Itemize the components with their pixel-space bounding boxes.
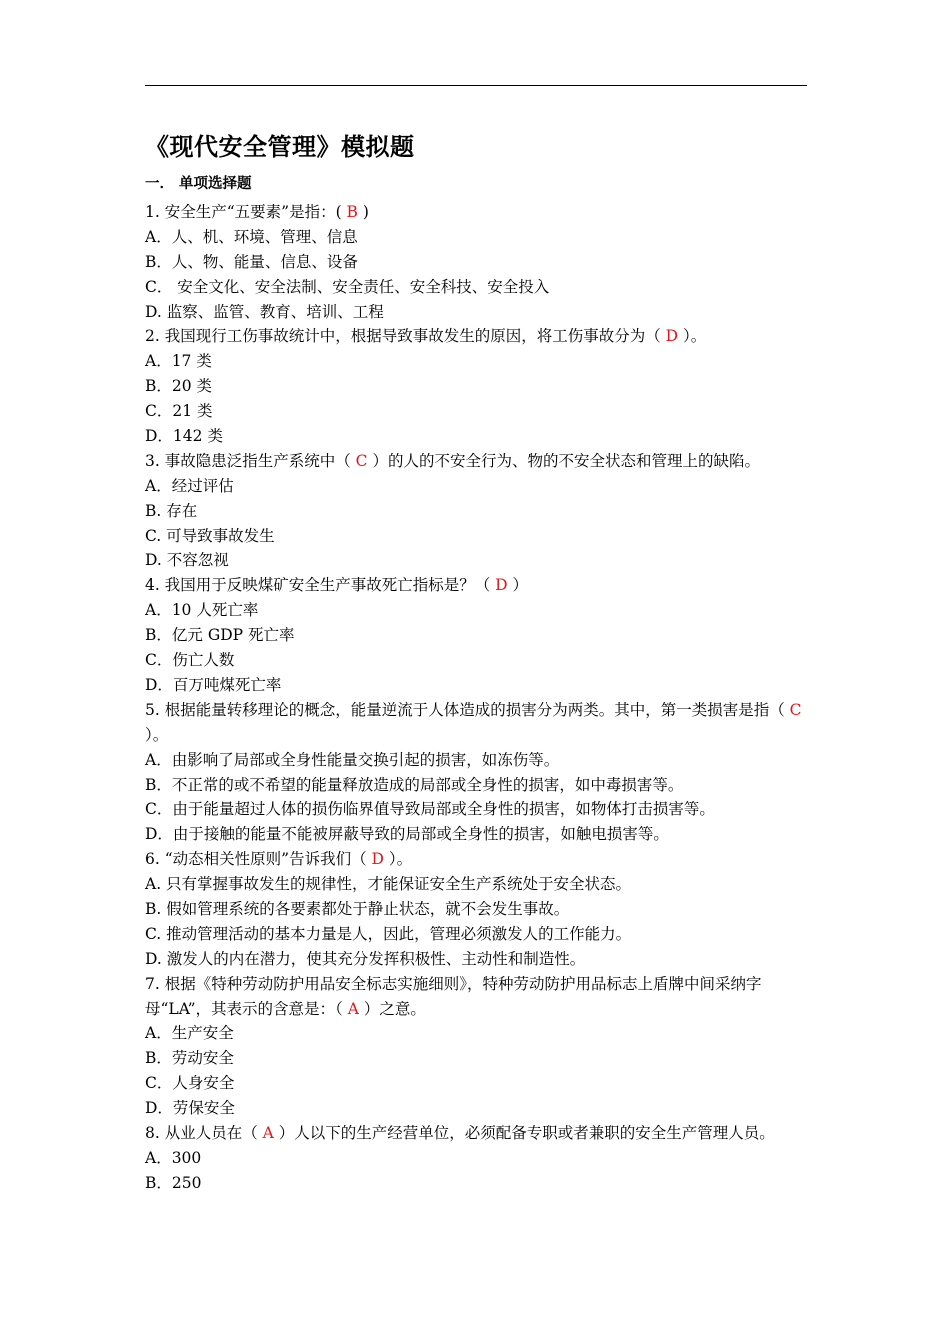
option-a: A．300	[145, 1148, 202, 1167]
option-b: B．亿元 GDP 死亡率	[145, 626, 295, 645]
question-stem	[145, 698, 813, 748]
question-6	[145, 847, 813, 971]
stem-text: ）。	[145, 725, 169, 744]
question-stem	[145, 573, 813, 598]
option-b: B．250	[145, 1173, 202, 1192]
option-d: D．142 类	[145, 427, 223, 446]
option-b: B．不正常的或不希望的能量释放造成的局部或全身性的损害，如中毒损害等。	[145, 775, 684, 794]
stem-text: 3. 事故隐患泛指生产系统中（	[145, 451, 356, 470]
stem-text: 6. “动态相关性原则”告诉我们（	[145, 850, 372, 869]
option-c: C．21 类	[145, 402, 213, 421]
option-a: A．由影响了局部或全身性能量交换引起的损害，如冻伤等。	[145, 750, 560, 769]
stem-text: ）	[507, 576, 529, 595]
stem-text: 7. 根据《特种劳动防护用品安全标志实施细则》，特种劳动防护用品标志上盾牌中间采纳字母“LA”，其表示的含意是：（	[145, 974, 762, 1018]
stem-text: )	[357, 203, 369, 221]
question-7	[145, 972, 813, 1121]
option-c: C．伤亡人数	[145, 651, 235, 670]
option-d: D．劳保安全	[145, 1099, 235, 1118]
option-d: D．百万吨煤死亡率	[145, 675, 282, 694]
option-c: C． 安全文化、安全法制、安全责任、安全科技、安全投入	[145, 277, 550, 296]
stem-text: 2. 我国现行工伤事故统计中，根据导致事故发生的原因，将工伤事故分为（	[145, 327, 666, 346]
stem-text: 1. 安全生产“五要素”是指：(	[145, 203, 347, 221]
question-3	[145, 449, 813, 573]
option-b: B．20 类	[145, 377, 213, 396]
answer-mark: C	[789, 700, 802, 719]
question-8	[145, 1121, 813, 1196]
answer-mark: A	[262, 1124, 274, 1143]
question-stem	[145, 972, 813, 1022]
option-d: D. 监察、监管、教育、培训、工程	[145, 302, 384, 321]
question-1	[145, 200, 813, 324]
question-5	[145, 698, 813, 847]
option-b: B．劳动安全	[145, 1049, 234, 1068]
option-a: A．10 人死亡率	[145, 601, 259, 620]
question-stem	[145, 1121, 813, 1146]
question-list	[145, 200, 813, 1196]
answer-mark: C	[355, 451, 368, 470]
stem-text: 5. 根据能量转移理论的概念，能量逆流于人体造成的损害分为两类。其中，第一类损害是指（	[145, 700, 790, 719]
stem-text: ）人以下的生产经营单位，必须配备专职或者兼职的安全生产管理人员。	[273, 1124, 775, 1143]
document-title: 《现代安全管理》模拟题	[145, 133, 415, 161]
answer-mark: D	[495, 576, 508, 595]
option-a: A．经过评估	[145, 476, 234, 495]
option-b: B. 假如管理系统的各要素都处于静止状态，就不会发生事故。	[145, 899, 570, 918]
option-a: A．人、机、环境、管理、信息	[145, 227, 358, 246]
question-4	[145, 573, 813, 697]
stem-text: 4. 我国用于反映煤矿安全生产事故死亡指标是？（	[145, 576, 496, 595]
answer-mark: A	[347, 999, 359, 1018]
option-a: A．生产安全	[145, 1024, 234, 1043]
option-a: A. 只有掌握事故发生的规律性，才能保证安全生产系统处于安全状态。	[145, 875, 632, 894]
answer-mark: B	[346, 203, 358, 221]
option-c: C．由于能量超过人体的损伤临界值导致局部或全身性的损害，如物体打击损害等。	[145, 800, 715, 819]
option-c: C．人身安全	[145, 1074, 235, 1093]
option-d: D. 不容忽视	[145, 551, 229, 570]
section-heading: 一． 单项选择题	[145, 176, 252, 192]
stem-text: ）的人的不安全行为、物的不安全状态和管理上的缺陷。	[367, 451, 760, 470]
question-2	[145, 324, 813, 448]
stem-text: ）之意。	[358, 999, 426, 1018]
option-c: C. 推动管理活动的基本力量是人，因此，管理必须激发人的工作能力。	[145, 924, 632, 943]
option-d: D．由于接触的能量不能被屏蔽导致的局部或全身性的损害，如触电损害等。	[145, 825, 669, 844]
question-stem	[145, 200, 813, 225]
header-rule	[145, 85, 807, 86]
stem-text: 8. 从业人员在（	[145, 1124, 263, 1143]
question-stem	[145, 324, 813, 349]
question-stem	[145, 847, 813, 872]
option-b: B．人、物、能量、信息、设备	[145, 252, 358, 271]
answer-mark: D	[371, 850, 384, 869]
option-d: D. 激发人的内在潜力，使其充分发挥积极性、主动性和制造性。	[145, 949, 586, 968]
stem-text: ）。	[678, 327, 707, 346]
question-stem	[145, 449, 813, 474]
answer-mark: D	[665, 327, 679, 346]
stem-text: ）。	[383, 850, 413, 869]
option-a: A．17 类	[145, 352, 212, 371]
option-b: B. 存在	[145, 501, 198, 520]
option-c: C. 可导致事故发生	[145, 526, 275, 545]
